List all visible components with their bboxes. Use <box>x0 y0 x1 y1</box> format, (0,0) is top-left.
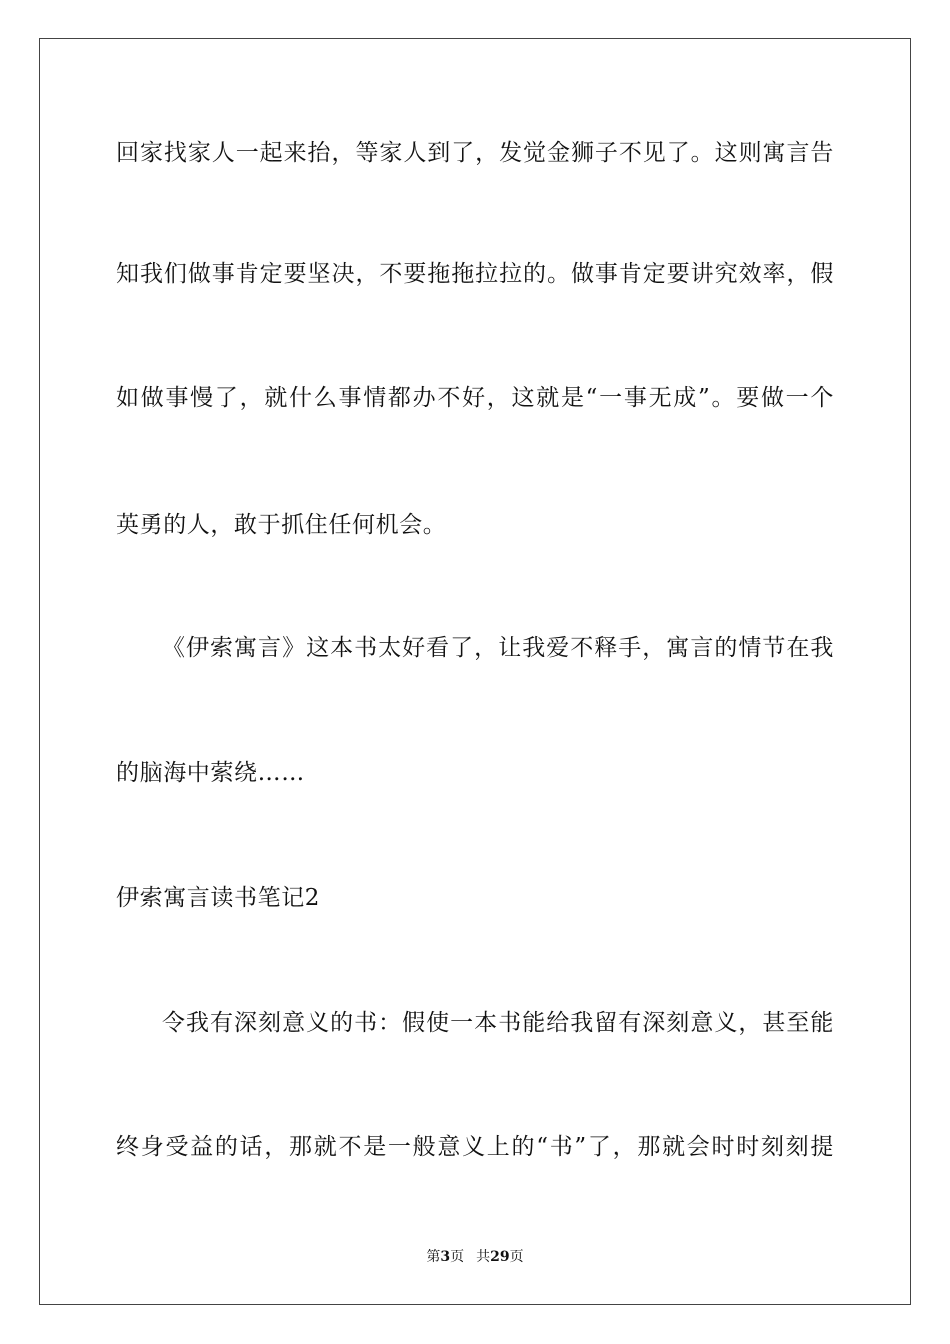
text-line: 知我们做事肯定要坚决，不要拖拖拉拉的。做事肯定要讲究效率，假 <box>116 261 834 287</box>
footer-page-suffix: 页 <box>450 1249 465 1265</box>
text-line: 英勇的人，敢于抓住任何机会。 <box>116 512 447 538</box>
paragraph-first-line: 令我有深刻意义的书：假使一本书能给我留有深刻意义，甚至能 <box>162 1010 834 1036</box>
footer-page-number: 3 <box>440 1249 451 1265</box>
text-line: 如做事慢了，就什么事情都办不好，这就是“一事无成”。要做一个 <box>116 385 834 411</box>
paragraph-first-line: 《伊索寓言》这本书太好看了，让我爱不释手，寓言的情节在我 <box>162 635 834 661</box>
text-line: 回家找家人一起来抬，等家人到了，发觉金狮子不见了。这则寓言告 <box>116 140 834 166</box>
footer-total-suffix: 页 <box>509 1249 524 1265</box>
text-line: 终身受益的话，那就不是一般意义上的“书”了，那就会时时刻刻提 <box>116 1134 834 1160</box>
page-border <box>39 38 911 1305</box>
footer-prefix: 第 <box>426 1249 441 1265</box>
page-footer <box>0 1247 950 1267</box>
footer-total-prefix: 共 <box>476 1249 491 1265</box>
text-line: 的脑海中萦绕…… <box>116 760 305 786</box>
section-heading: 伊索寓言读书笔记2 <box>116 885 321 911</box>
footer-total-pages: 29 <box>490 1249 510 1265</box>
